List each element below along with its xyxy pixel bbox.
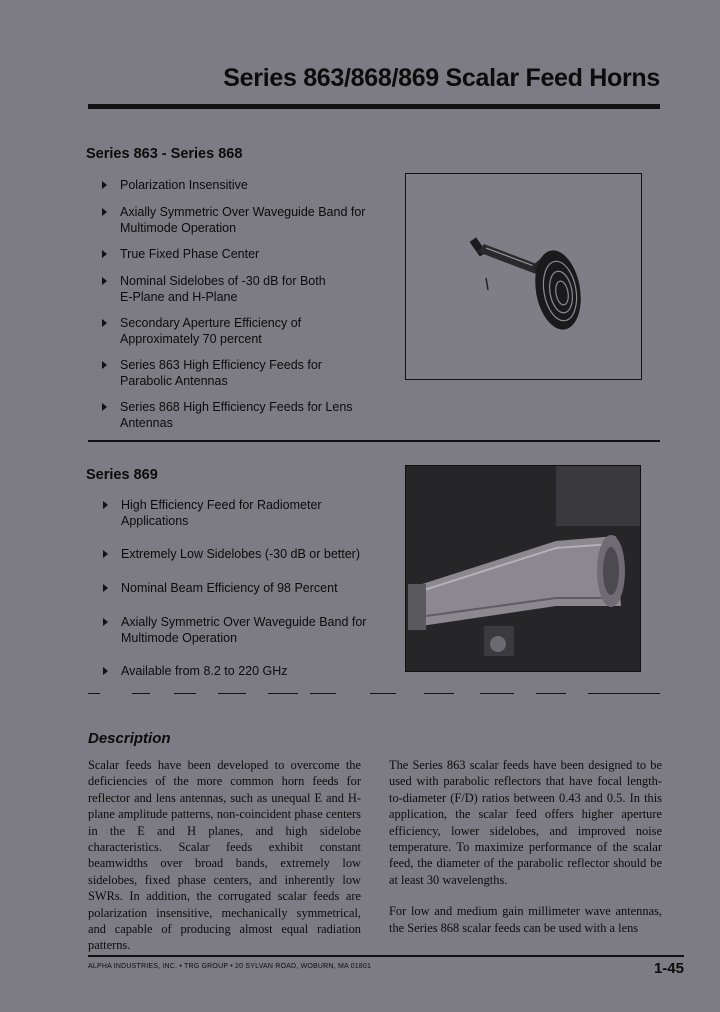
feature-text-line: Secondary Aperture Efficiency of (120, 316, 302, 330)
description-left-paragraph: Scalar feeds have been developed to overcome the deficiencies of the more common horn feeds for reflector and lens antennas, such as unequal E and H-plane amplitude patterns, non-coincident phase centers in the E and H planes, and high sidelobe characteristics. Scalar feeds exhibit constant beamwidths over broad bands, extremely low sidelobes, fixed phase centers, and inherently low SWRs. In addition, the corrugated scalar feeds are polarization insensitive, mechanically symmetrical, and capable of producing almost equal radiation patterns. (88, 758, 361, 953)
feature-text-line: Polarization Insensitive (120, 178, 248, 192)
feature-text-line: Axially Symmetric Over Waveguide Band for (121, 615, 367, 629)
feature-text-line: Antennas (120, 415, 173, 430)
bullet-icon (103, 584, 108, 592)
feature-text-line: Approximately 70 percent (120, 331, 262, 346)
feature-text-line: Multimode Operation (121, 630, 238, 645)
section2-feature-item (103, 581, 391, 597)
feature-text-line: Nominal Sidelobes of -30 dB for Both (120, 274, 326, 288)
bullet-icon (102, 250, 107, 258)
section1-feature-item (102, 400, 390, 431)
bullet-icon (103, 501, 108, 509)
bullet-icon (102, 361, 107, 369)
feature-text-line: Nominal Beam Efficiency of 98 Percent (121, 581, 338, 595)
section2-feature-item (103, 664, 391, 680)
section1-feature-item (102, 358, 390, 389)
feed-horn-photo-2 (405, 465, 641, 672)
feature-text-line: Extremely Low Sidelobes (-30 dB or better) (121, 547, 360, 561)
bullet-icon (102, 181, 107, 189)
section2-feature-item (103, 615, 391, 646)
feature-text-line: Series 868 High Efficiency Feeds for Lens (120, 400, 353, 414)
page-title: Series 863/868/869 Scalar Feed Horns (223, 64, 660, 92)
bullet-icon (103, 550, 108, 558)
section2-feature-item (103, 498, 391, 529)
footer-address: ALPHA INDUSTRIES, INC. • TRG GROUP • 20 SYLVAN ROAD, WOBURN, MA 01801 (88, 963, 372, 970)
bullet-icon (103, 618, 108, 626)
feature-text-line: Axially Symmetric Over Waveguide Band for (120, 205, 366, 219)
section1-feature-item (102, 247, 390, 263)
bullet-icon (102, 319, 107, 327)
section1-feature-item (102, 205, 390, 236)
footer-rule (88, 955, 684, 957)
description-right-paragraph-1: The Series 863 scalar feeds have been designed to be used with parabolic reflectors that have focal length-to-diameter (F/D) ratios between 0.43 and 0.5. In this application, the scalar feed offers higher aperture efficiency, lower sidelobes, and improved noise temperature. To maximize performance of the scalar feed, the diameter of the parabolic reflector should be at least 30 wavelengths. (389, 758, 662, 887)
section-divider (88, 440, 660, 442)
section1-feature-item (102, 178, 390, 194)
bullet-icon (102, 208, 107, 216)
section1-heading: Series 863 - Series 868 (86, 146, 243, 162)
feature-text-line: Available from 8.2 to 220 GHz (121, 664, 288, 678)
description-right-paragraph-2: For low and medium gain millimeter wave antennas, the Series 868 scalar feeds can be used with a lens (389, 904, 662, 935)
scalar-horn-illustration (406, 174, 641, 379)
title-rule (88, 104, 660, 109)
description-right-column (389, 757, 662, 951)
page-number: 1-45 (653, 960, 684, 977)
description-left-column (88, 757, 361, 969)
feature-text-line: E-Plane and H-Plane (120, 289, 238, 304)
feature-text-line: Multimode Operation (120, 220, 237, 235)
feature-text-line: Applications (121, 513, 189, 528)
section2-heading: Series 869 (86, 467, 158, 483)
bullet-icon (102, 403, 107, 411)
radiometer-horn-photo (406, 466, 640, 671)
section2-feature-item (103, 547, 391, 563)
feature-text-line: High Efficiency Feed for Radiometer (121, 498, 322, 512)
section1-feature-item (102, 274, 390, 305)
description-heading: Description (88, 730, 171, 747)
section1-feature-item (102, 316, 390, 347)
feed-horn-photo-1 (405, 173, 642, 380)
feature-text-line: Series 863 High Efficiency Feeds for (120, 358, 322, 372)
bullet-icon (102, 277, 107, 285)
feature-text-line: Parabolic Antennas (120, 373, 228, 388)
feature-text-line: True Fixed Phase Center (120, 247, 260, 261)
bullet-icon (103, 667, 108, 675)
dashed-divider (88, 693, 660, 695)
